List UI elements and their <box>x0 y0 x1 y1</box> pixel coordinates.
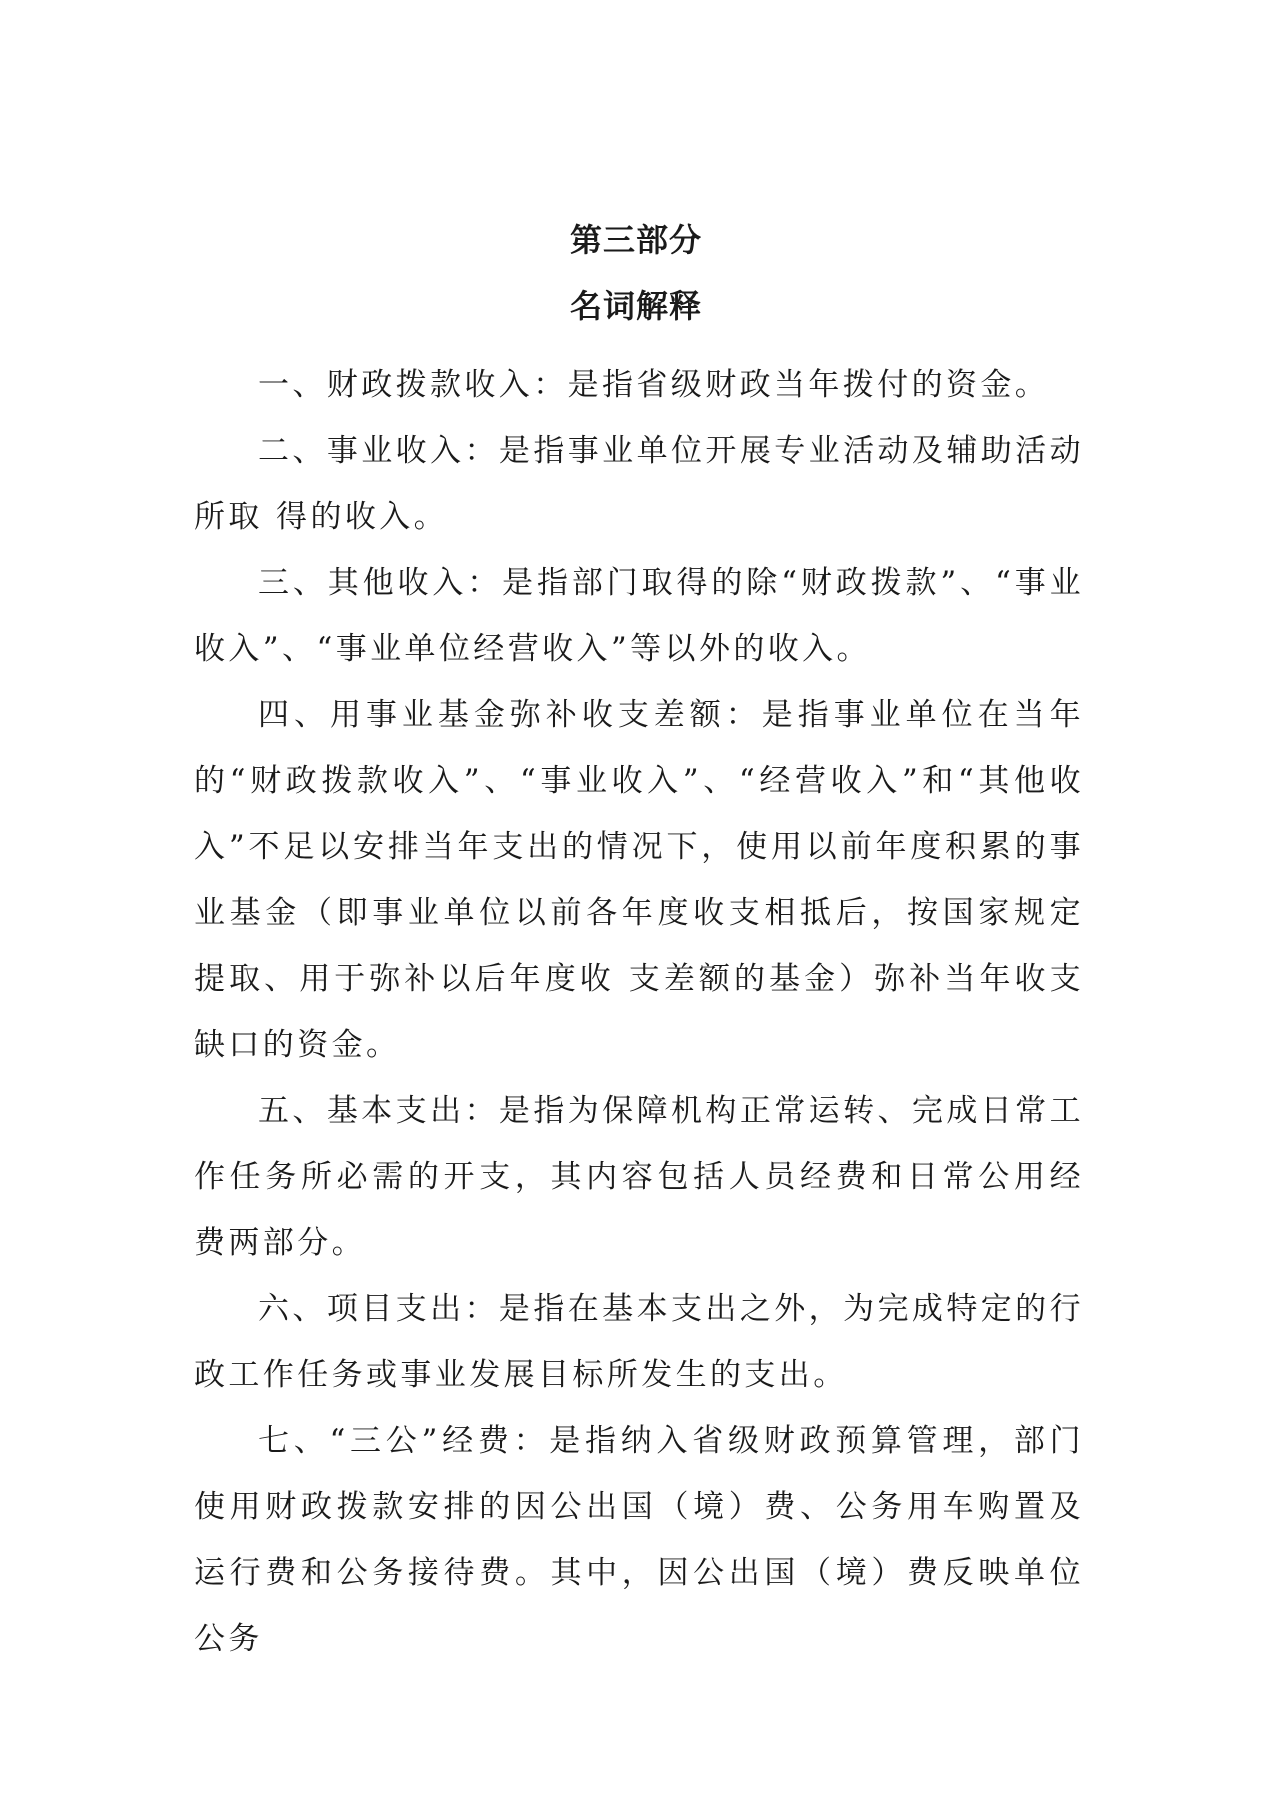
part-title: 第三部分 <box>569 221 702 259</box>
body-text <box>194 352 1084 1672</box>
paragraph-business-fund-offset: 四、用事业基金弥补收支差额：是指事业单位在当年的“财政拨款收入”、“事业收入”、“经营收入”和“其他收入”不足以安排当年支出的情况下，使用以前年度积累的事业基金（即事业单位以前各年度收支相抵后，按国家规定提取、用于弥补以后年度收 支差额的基金）弥补当年收支缺口的资金。 <box>194 697 1084 1063</box>
paragraph-fiscal-appropriation-income: 一、财政拨款收入：是指省级财政当年拨付的资金。 <box>258 367 1050 403</box>
paragraph-three-public-expenses: 七、“三公”经费：是指纳入省级财政预算管理，部门使用财政拨款安排的因公出国（境）费、公务用车购置及运行费和公务接待费。其中，因公出国（境）费反映单位公务 <box>194 1423 1084 1657</box>
paragraph-project-expenditure: 六、项目支出：是指在基本支出之外，为完成特定的行政工作任务或事业发展目标所发生的支出。 <box>194 1291 1084 1393</box>
section-title: 名词解释 <box>569 287 702 325</box>
paragraph-other-income: 三、其他收入：是指部门取得的除“财政拨款”、“事业收入”、“事业单位经营收入”等以外的收入。 <box>194 565 1084 667</box>
paragraph-basic-expenditure: 五、基本支出：是指为保障机构正常运转、完成日常工作任务所必需的开支，其内容包括人员经费和日常公用经费两部分。 <box>194 1093 1084 1261</box>
paragraph-business-income: 二、事业收入：是指事业单位开展专业活动及辅助活动所取 得的收入。 <box>194 433 1084 535</box>
